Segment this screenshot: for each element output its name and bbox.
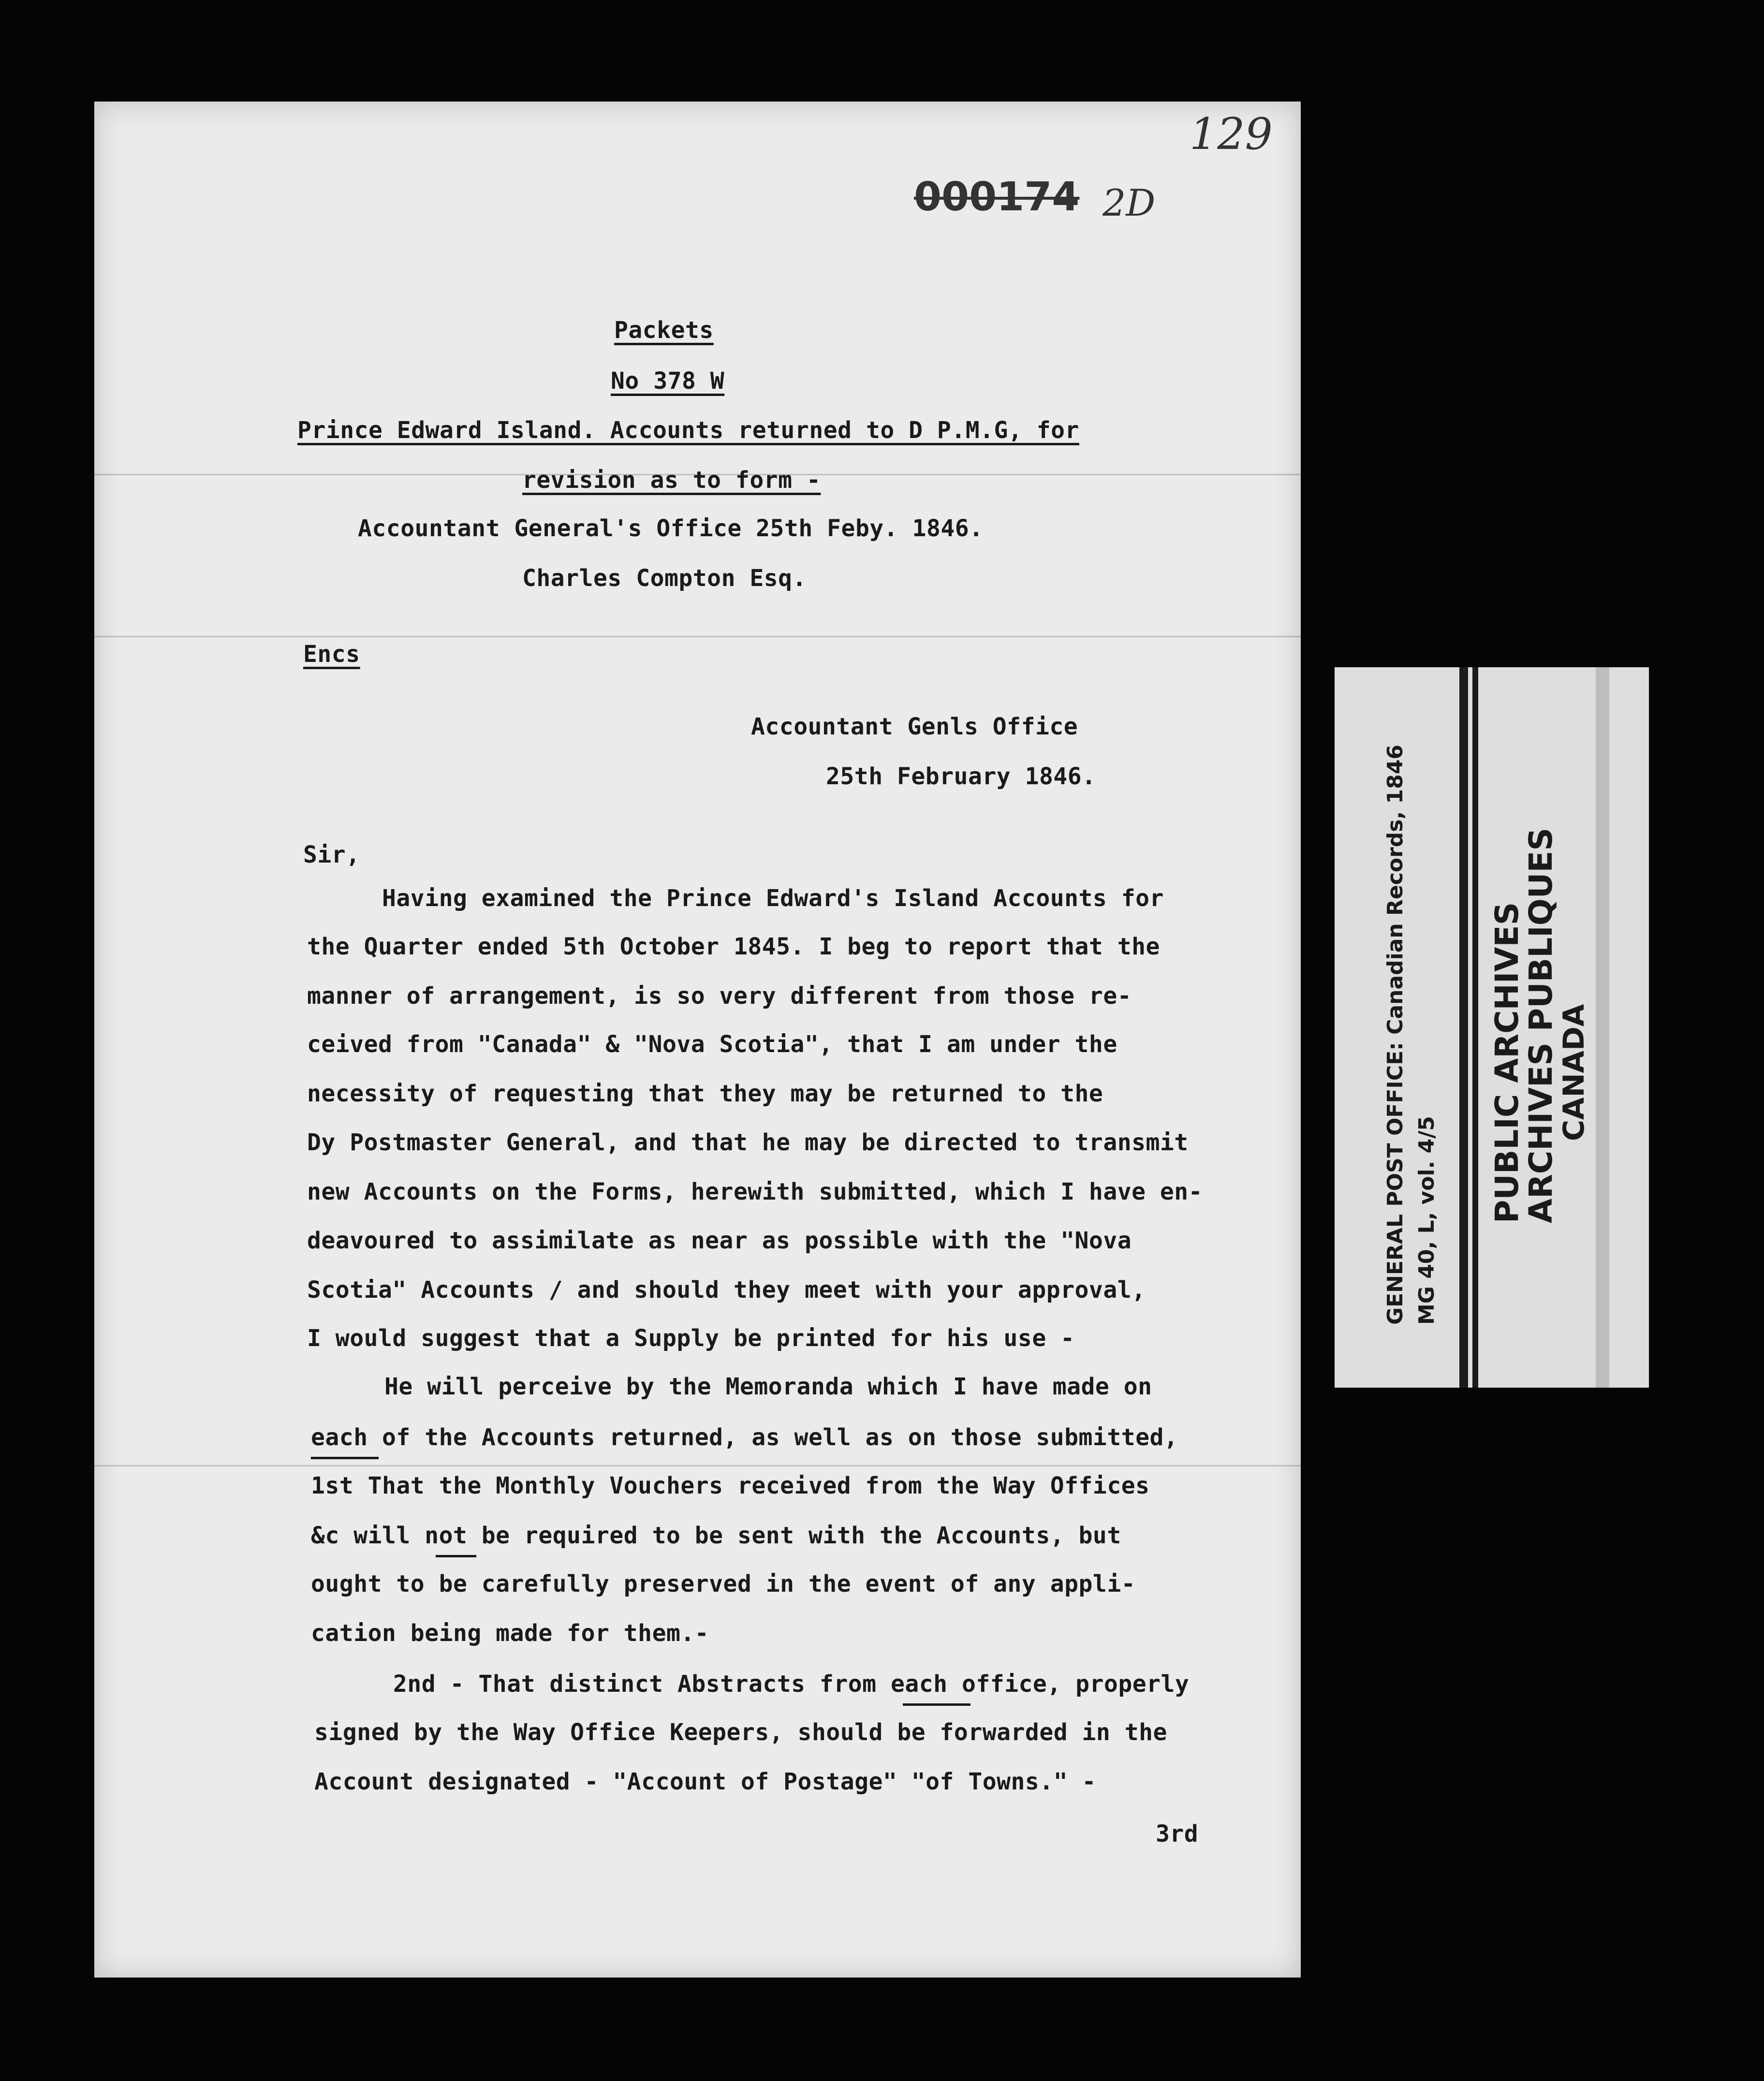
body-line: He will perceive by the Memoranda which I have made on bbox=[384, 1373, 1152, 1400]
fold-line bbox=[94, 636, 1301, 637]
old-reference-number: 000174 bbox=[914, 174, 1080, 220]
body-line: manner of arrangement, is so very different from those re- bbox=[307, 982, 1132, 1010]
body-line: each of the Accounts returned, as well as on those submitted, bbox=[311, 1424, 1178, 1451]
underline-not bbox=[436, 1555, 476, 1557]
docket-number: No 378 W bbox=[611, 367, 725, 395]
archive-label-card bbox=[1335, 667, 1649, 1388]
body-line: signed by the Way Office Keepers, should be forwarded in the bbox=[314, 1719, 1167, 1746]
letter-place: Accountant Genls Office bbox=[751, 713, 1078, 740]
body-line: Having examined the Prince Edward's Island Accounts for bbox=[382, 885, 1164, 912]
body-line: 2nd - That distinct Abstracts from each office, properly bbox=[393, 1671, 1190, 1698]
body-line: cation being made for them.- bbox=[311, 1620, 709, 1647]
volume-label: MG 40, L, vol. 4/5 bbox=[1414, 1116, 1439, 1325]
docket-title: Packets bbox=[614, 317, 714, 344]
body-line: new Accounts on the Forms, herewith submitted, which I have en- bbox=[307, 1178, 1203, 1205]
salutation: Sir, bbox=[303, 841, 360, 868]
body-line: Account designated - "Account of Postage" "of Towns." - bbox=[314, 1768, 1096, 1795]
fold-line bbox=[94, 1465, 1301, 1466]
docket-subject-line-2: revision as to form - bbox=[522, 467, 821, 494]
catchword: 3rd bbox=[1156, 1820, 1199, 1847]
archives-stamp-english: PUBLIC ARCHIVES bbox=[1488, 902, 1526, 1223]
body-line: deavoured to assimilate as near as possible with the "Nova bbox=[307, 1227, 1132, 1254]
body-line: 1st That the Monthly Vouchers received from the Way Offices bbox=[311, 1472, 1150, 1499]
underline-each bbox=[311, 1457, 379, 1459]
body-line: &c will not be required to be sent with the Accounts, but bbox=[311, 1522, 1121, 1549]
label-divider bbox=[1459, 667, 1468, 1388]
letter-date: 25th February 1846. bbox=[826, 763, 1096, 790]
body-line: ought to be carefully preserved in the event of any appli- bbox=[311, 1570, 1136, 1597]
label-shade bbox=[1596, 667, 1609, 1388]
archives-stamp-french: ARCHIVES PUBLIQUES bbox=[1522, 827, 1559, 1223]
docket-office-date: Accountant General's Office 25th Feby. 1846. bbox=[358, 515, 984, 542]
enclosures-note: Encs bbox=[303, 641, 360, 668]
page-number: 129 bbox=[1190, 109, 1273, 160]
body-line: Scotia" Accounts / and should they meet with your approval, bbox=[307, 1276, 1146, 1304]
record-series-label: GENERAL POST OFFICE: Canadian Records, 1846 bbox=[1383, 745, 1408, 1325]
label-divider bbox=[1472, 667, 1478, 1388]
underline-each bbox=[903, 1703, 970, 1706]
document-page bbox=[94, 102, 1301, 1978]
new-reference-number: 2D bbox=[1102, 181, 1156, 224]
body-line: Dy Postmaster General, and that he may be directed to transmit bbox=[307, 1129, 1189, 1156]
body-line: the Quarter ended 5th October 1845. I beg to report that the bbox=[307, 933, 1160, 960]
archives-stamp-country: CANADA bbox=[1557, 1004, 1591, 1141]
body-line: ceived from "Canada" & "Nova Scotia", that I am under the bbox=[307, 1031, 1117, 1058]
docket-subject-line-1: Prince Edward Island. Accounts returned to D P.M.G, for bbox=[297, 417, 1079, 444]
body-line: I would suggest that a Supply be printed for his use - bbox=[307, 1325, 1075, 1352]
body-line: necessity of requesting that they may be returned to the bbox=[307, 1080, 1103, 1107]
docket-addressee: Charles Compton Esq. bbox=[522, 565, 807, 592]
